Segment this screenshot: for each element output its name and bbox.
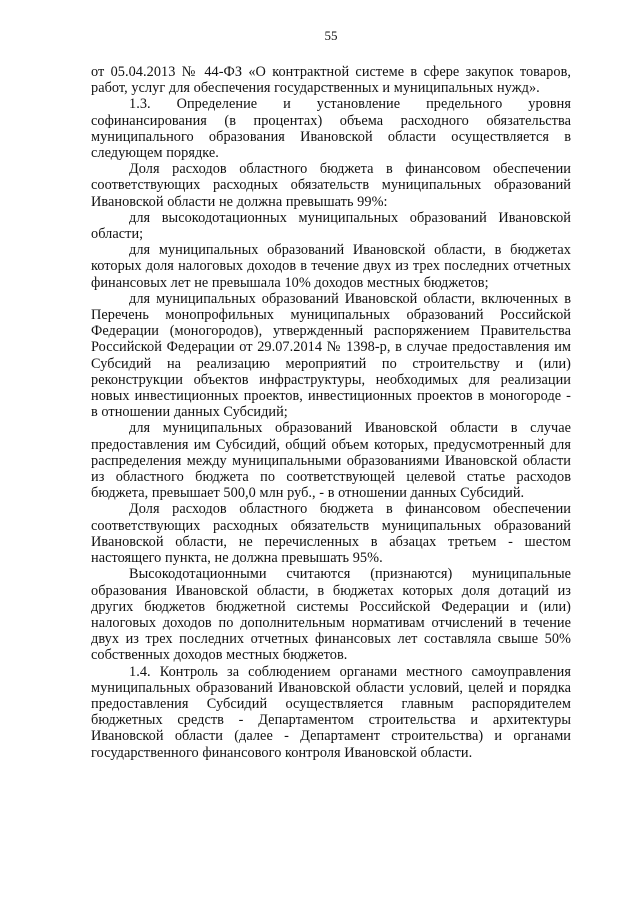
paragraph-budget-share-99: Доля расходов областного бюджета в финансовом обеспечении соответствующих расходных обязательств муниципальных образований Ивановской области не должна превышать 99%: [91,161,571,210]
paragraph-1-continuation: от 05.04.2013 № 44-ФЗ «О контрактной системе в сфере закупок товаров, работ, услуг для обеспечения государственных и муниципальных нужд». [91,64,571,97]
paragraph-1-3-heading: 1.3. Определение и установление предельного уровня софинансирования (в процентах) объема расходного обязательства муниципального образования Ивановской области осуществляется в следующем порядке. [91,96,571,162]
paragraph-budget-share-95: Доля расходов областного бюджета в финансовом обеспечении соответствующих расходных обязательств муниципальных образований Ивановской области, не перечисленных в абзацах третьем - шестом настоящего пункта, не должна превышать 95%. [91,501,571,567]
paragraph-subsidies-500m: для муниципальных образований Ивановской области в случае предоставления им Субсидий, общий объем которых, предусмотренный для распределения между муниципальными образованиями Ивановской области из областного бюджета по соответствующей целевой статье расходов бюджета, превышает 500,0 млн руб., - в отношении данных Субсидий. [91,420,571,502]
paragraph-tax-revenue-share: для муниципальных образований Ивановской области, в бюджетах которых доля налоговых доходов в течение двух из трех последних отчетных финансовых лет не превышала 10% доходов местных бюджетов; [91,242,571,291]
document-body [91,64,571,761]
paragraph-monotowns: для муниципальных образований Ивановской области, включенных в Перечень монопрофильных муниципальных образований Российской Федерации (моногородов), утвержденный распоряжением Правительства Российской Федерации от 29.07.2014 № 1398-р, в случае предоставления им Субсидий на реализацию мероприятий по строительству и (или) реконструкции объектов инфраструктуры, необходимых для реализации новых инвестиционных проектов, инвестиционных проектов в моногороде - в отношении данных Субсидий; [91,290,571,421]
page-number: 55 [324,28,338,43]
paragraph-1-4-control: 1.4. Контроль за соблюдением органами местного самоуправления муниципальных образований Ивановской области условий, целей и порядка предоставления Субсидий осуществляется главным распорядителем бюджетных средств - Департаментом строительства и архитектуры Ивановской области (далее - Департамент строительства) и органами государственного финансового контроля Ивановской области. [91,663,571,761]
paragraph-highly-subsidized-definition: Высокодотационными считаются (признаются) муниципальные образования Ивановской области, в бюджетах которых доля дотаций из других бюджетов бюджетной системы Российской Федерации и (или) налоговых доходов по дополнительным нормативам отчислений в течение двух из трех последних отчетных финансовых лет составляла свыше 50% собственных доходов местных бюджетов. [91,566,571,664]
paragraph-highly-subsidized: для высокодотационных муниципальных образований Ивановской области; [91,209,571,243]
